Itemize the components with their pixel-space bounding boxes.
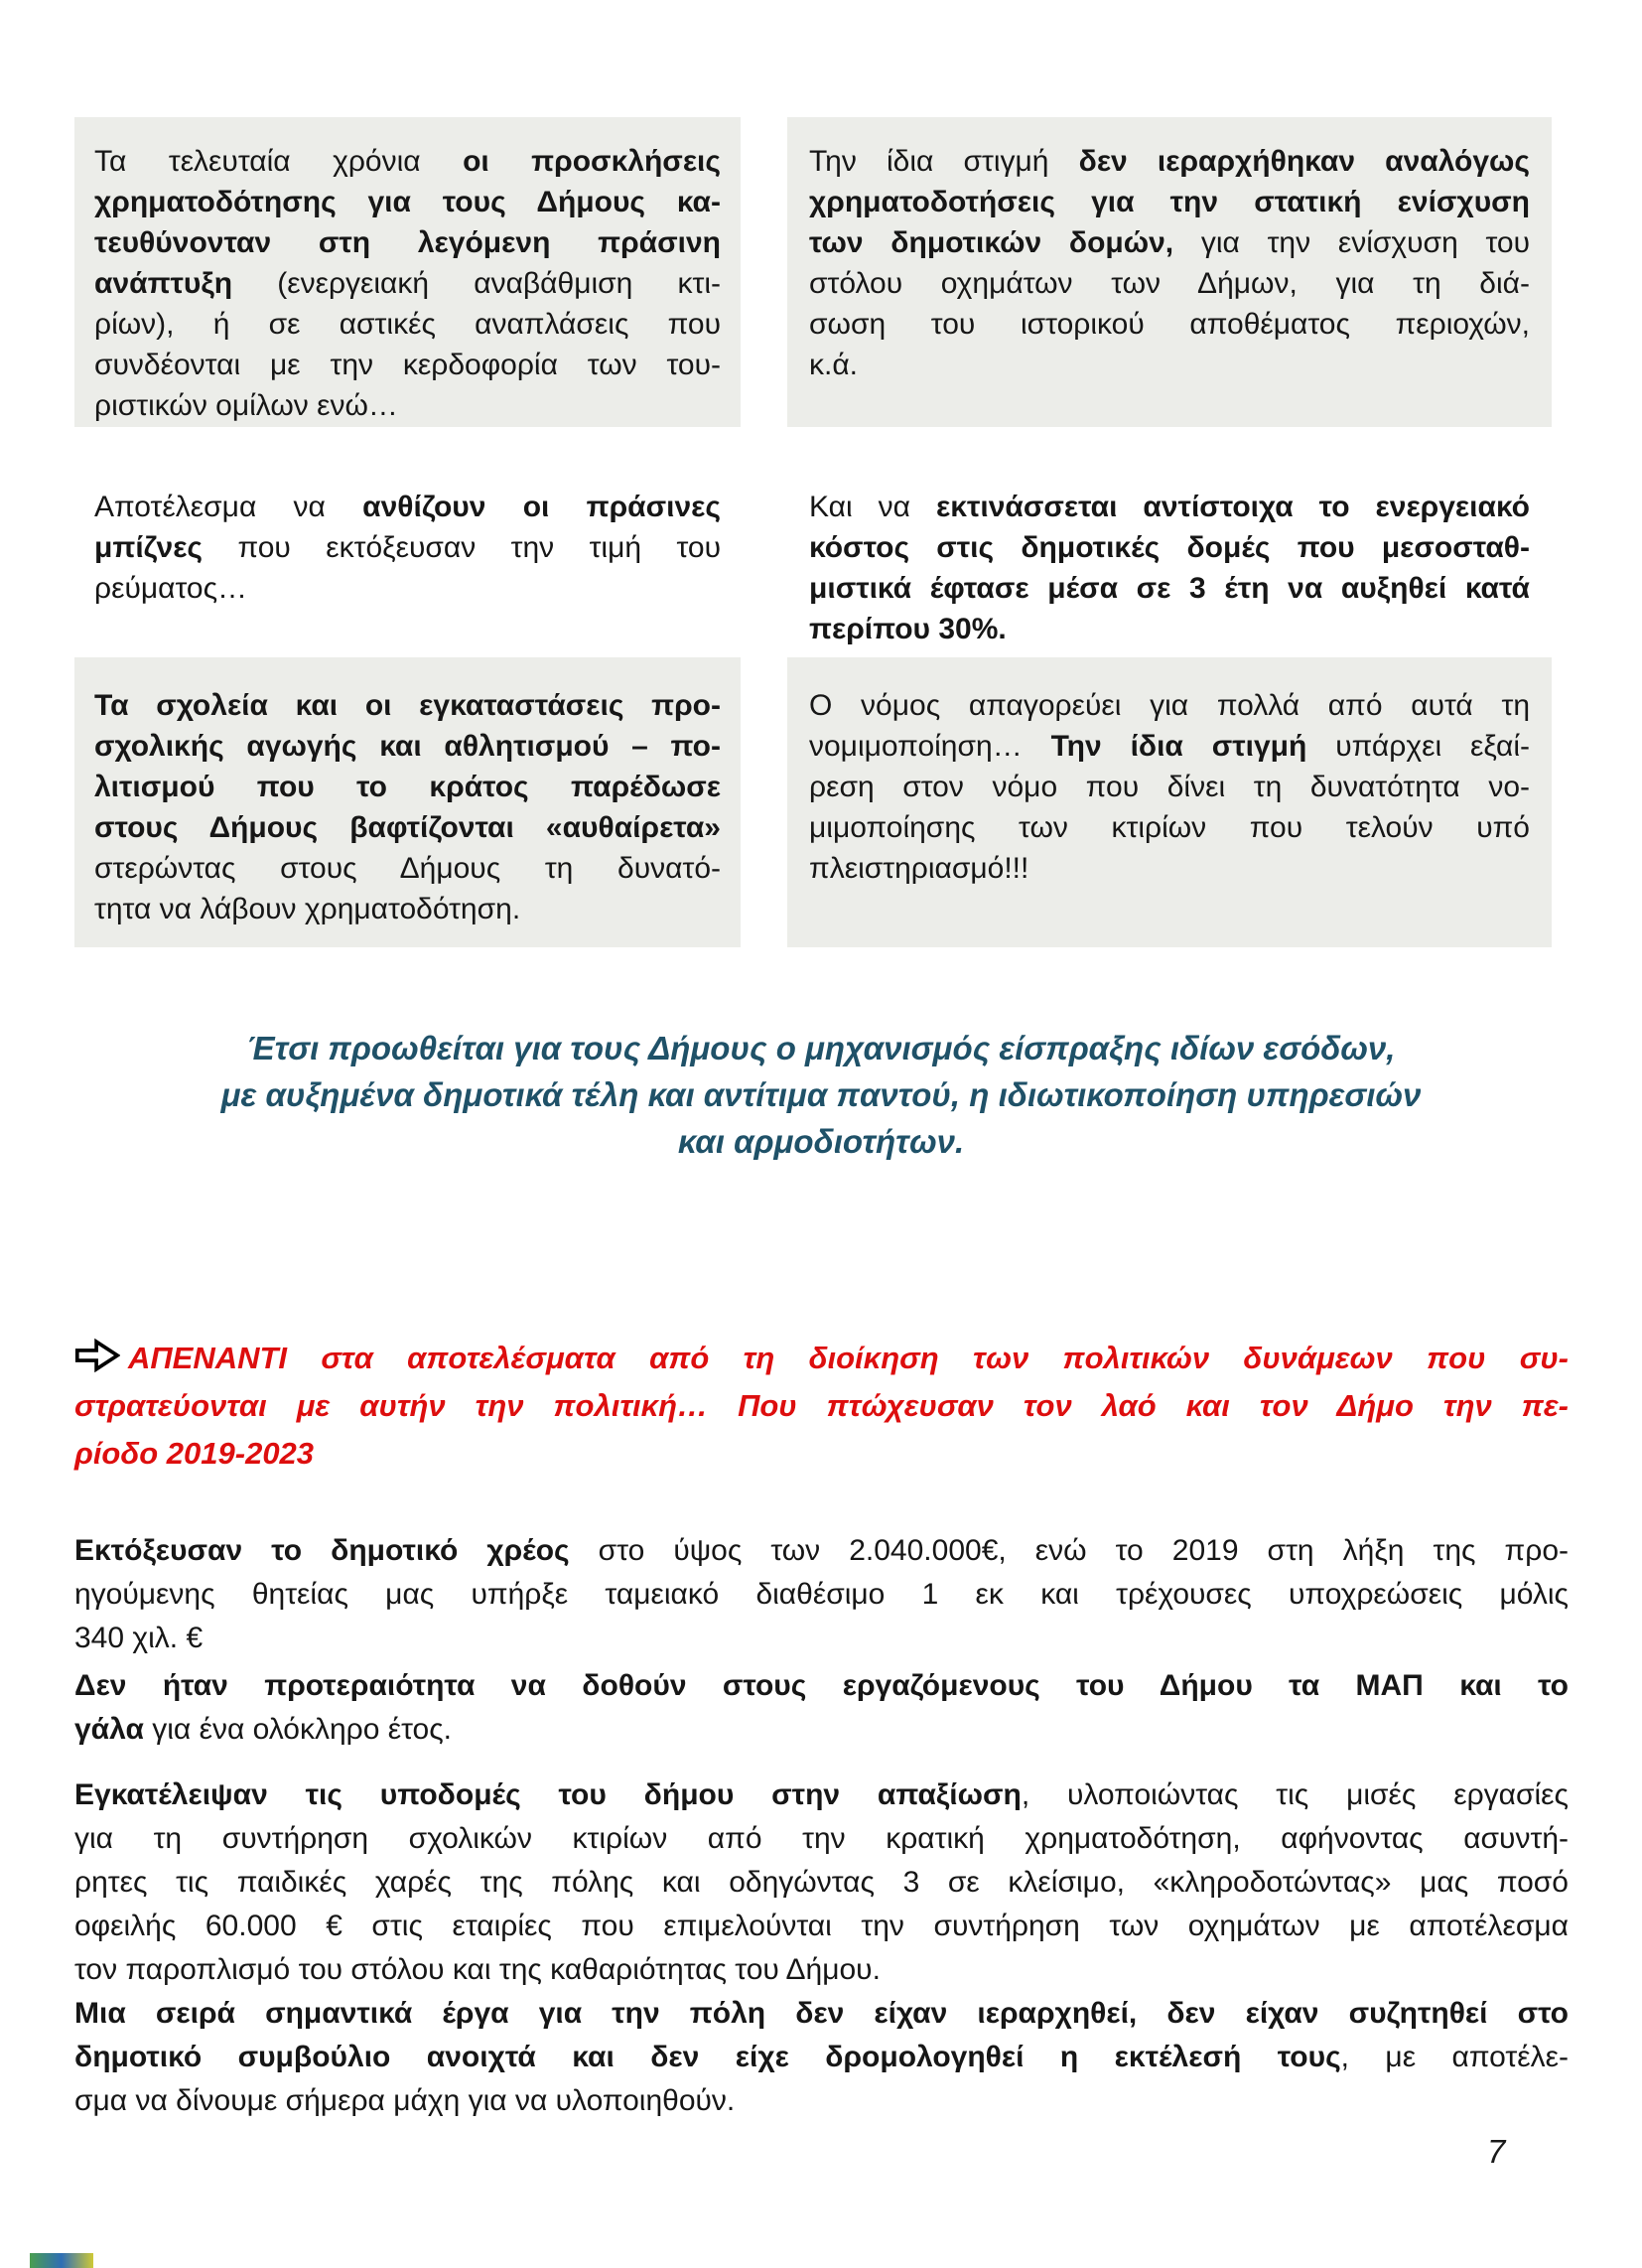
text-line (74, 1773, 1569, 1817)
blue-statement (69, 1025, 1573, 1165)
text-line (809, 609, 1530, 649)
text-line (74, 1708, 1569, 1752)
text-segment: (ενεργειακή αναβάθμιση κτι- (232, 267, 721, 300)
text-segment: μπίζνες (94, 531, 204, 564)
text-segment: οφειλής 60.000 € στις εταιρίες που επιμελούνται την συντήρηση των οχημάτων με αποτέλεσμα (74, 1910, 1569, 1942)
text-segment: εκτινάσσεται αντίστοιχα το ενεργειακό (936, 491, 1530, 523)
callout-energy-cost (787, 463, 1552, 649)
blue-statement-line: και αρμοδιοτήτων. (677, 1123, 965, 1160)
paragraph-workers-milk (74, 1664, 1569, 1752)
text-segment: υπάρχει εξαί- (1306, 730, 1531, 763)
text-segment: Εγκατέλειψαν τις υποδομές του δήμου στην απαξίωση (74, 1778, 1022, 1811)
text-line (809, 767, 1530, 807)
red-heading-line (74, 1335, 1569, 1382)
callout-unranked-funding (787, 117, 1552, 427)
text-line (94, 527, 721, 568)
text-segment: 340 χιλ. € (74, 1622, 204, 1654)
text-line (74, 1905, 1569, 1948)
text-segment: συνδέονται με την κερδοφορία των του- (94, 349, 721, 381)
text-segment: για την ενίσχυση του (1173, 226, 1530, 259)
text-segment: τευθύνονταν στη λεγόμενη πράσινη (94, 226, 721, 259)
text-segment: των δημοτικών δομών, (809, 226, 1174, 259)
text-segment: , με αποτέλε- (1340, 2041, 1569, 2073)
text-line (94, 385, 721, 426)
text-line (809, 345, 1530, 385)
text-line (94, 889, 721, 929)
text-segment: στερώντας στους Δήμους τη δυνατό- (94, 852, 721, 885)
text-line (809, 685, 1530, 726)
text-line (74, 2036, 1569, 2079)
text-segment: ανθίζουν οι πράσινες (362, 491, 721, 523)
text-line (94, 568, 721, 609)
text-segment: σχολικής αγωγής και αθλητισμού – πο- (94, 730, 721, 763)
text-line (94, 345, 721, 385)
text-segment: στο ύψος των 2.040.000€, ενώ το 2019 στη λήξη της προ- (569, 1534, 1569, 1567)
text-line (809, 182, 1530, 222)
text-segment: περίπου 30%. (809, 613, 1007, 645)
text-segment: ηγούμενης θητείας μας υπήρξε ταμειακό διαθέσιμο 1 εκ και τρέχουσες υποχρεώσεις μόλις (74, 1578, 1569, 1611)
text-line (94, 848, 721, 889)
text-segment: χρηματοδοτήσεις για την στατική ενίσχυση (809, 186, 1530, 218)
text-line (809, 807, 1530, 848)
callout-green-business (74, 463, 741, 609)
text-segment: ρεση στον νόμο που δίνει τη δυνατότητα νο- (809, 771, 1530, 803)
text-line (94, 767, 721, 807)
text-segment: δημοτικό συμβούλιο ανοιχτά και δεν είχε δρομολογηθεί η εκτέλεσή τους (74, 2041, 1341, 2073)
paragraph-unplanned-projects (74, 1992, 1569, 2123)
text-segment: τον παροπλισμό του στόλου και της καθαριότητας του Δήμου. (74, 1953, 881, 1986)
text-segment: μιμοποίησης των κτιρίων που τελούν υπό (809, 811, 1530, 844)
text-segment: κόστος στις δημοτικές δομές που μεσοσταθ- (809, 531, 1530, 564)
text-line (94, 807, 721, 848)
text-line (74, 1817, 1569, 1861)
text-line (74, 1529, 1569, 1573)
text-line (809, 487, 1530, 527)
text-segment: Την ίδια στιγμή (1050, 730, 1307, 763)
text-segment: λιτισμού που το κράτος παρέδωσε (94, 771, 721, 803)
text-segment: για ένα ολόκληρο έτος. (143, 1713, 453, 1746)
text-segment: Και να (809, 491, 936, 523)
text-segment: Τα σχολεία και οι εγκαταστάσεις προ- (94, 689, 721, 722)
text-line (809, 263, 1530, 304)
text-segment: Αποτέλεσμα να (94, 491, 363, 523)
text-line (809, 527, 1530, 568)
text-line (94, 263, 721, 304)
text-segment: , υλοποιώντας τις μισές εργασίες (1021, 1778, 1569, 1811)
text-segment: δεν ιεραρχήθηκαν αναλόγως (1078, 145, 1530, 178)
text-segment: Την ίδια στιγμή (809, 145, 1079, 178)
text-line (94, 487, 721, 527)
text-line (94, 222, 721, 263)
text-line (74, 1948, 1569, 1992)
text-segment: χρηματοδότησης για τους Δήμους κα- (94, 186, 721, 218)
paragraph-infrastructure-neglect (74, 1773, 1569, 1992)
text-segment: οι προσκλήσεις (463, 145, 721, 178)
text-segment: πλειστηριασμό!!! (809, 852, 1029, 885)
text-segment: σμα να δίνουμε σήμερα μάχη για να υλοποιηθούν. (74, 2084, 736, 2117)
text-line (94, 726, 721, 767)
red-heading (74, 1335, 1569, 1478)
text-segment: νομιμοποίηση… (809, 730, 1051, 763)
red-heading-text: ΑΠΕΝΑΝΤΙ στα αποτελέσματα από τη διοίκηση των πολιτικών δυνάμεων που συ- (128, 1341, 1569, 1375)
text-line (74, 1992, 1569, 2036)
text-line (94, 685, 721, 726)
text-segment: ρητες τις παιδικές χαρές της πόλης και οδηγώντας 3 σε κλείσιμο, «κληροδοτώντας» μας ποσό (74, 1866, 1569, 1899)
text-line (809, 726, 1530, 767)
page-number: 7 (1487, 2133, 1506, 2170)
text-segment: Τα τελευταία χρόνια (94, 145, 464, 178)
text-line (74, 1617, 1569, 1660)
text-segment: στόλου οχημάτων των Δήμων, για τη διά- (809, 267, 1530, 300)
callout-law-exception (787, 657, 1552, 947)
text-line (809, 141, 1530, 182)
text-line (809, 304, 1530, 345)
text-segment: Δεν ήταν προτεραιότητα να δοθούν στους εργαζόμενους του Δήμου τα ΜΑΠ και το (74, 1669, 1569, 1702)
text-line (74, 1861, 1569, 1905)
text-segment: Μια σειρά σημαντικά έργα για την πόλη δεν είχαν ιεραρχηθεί, δεν είχαν συζητηθεί στο (74, 1997, 1569, 2030)
red-heading-line: στρατεύονται με αυτήν την πολιτική… Που πτώχευσαν τον λαό και τον Δήμο την πε- (74, 1388, 1569, 1423)
text-segment: τητα να λάβουν χρηματοδότηση. (94, 893, 521, 925)
text-segment: ρεύματος… (94, 572, 248, 605)
text-line (809, 848, 1530, 889)
text-line (94, 182, 721, 222)
text-segment: γάλα (74, 1713, 144, 1746)
red-heading-line: ρίοδο 2019-2023 (74, 1436, 315, 1471)
text-segment: σωση του ιστορικού αποθέματος περιοχών, (809, 308, 1530, 341)
text-segment: στους Δήμους βαφτίζονται «αυθαίρετα» (94, 811, 721, 844)
text-segment: που εκτόξευσαν την τιμή του (203, 531, 721, 564)
text-segment: ρίων), ή σε αστικές αναπλάσεις που (94, 308, 721, 341)
text-segment: για τη συντήρηση σχολικών κτιρίων από την κρατική χρηματοδότηση, αφήνοντας ασυντή- (74, 1822, 1569, 1855)
text-line (94, 141, 721, 182)
blue-statement-line: Έτσι προωθείται για τους Δήμους ο μηχανισμός είσπραξης ιδίων εσόδων, (246, 1030, 1396, 1066)
callout-schools-arbitrary (74, 657, 741, 947)
text-line (809, 568, 1530, 609)
text-line (809, 222, 1530, 263)
text-line (74, 1664, 1569, 1708)
text-line (94, 304, 721, 345)
right-block-arrow-icon (74, 1336, 120, 1375)
text-segment: Εκτόξευσαν το δημοτικό χρέος (74, 1534, 570, 1567)
callout-green-growth (74, 117, 741, 427)
text-segment: ανάπτυξη (94, 267, 233, 300)
text-segment: ριστικών ομίλων ενώ… (94, 389, 398, 422)
blue-statement-line: με αυξημένα δημοτικά τέλη και αντίτιμα παντού, η ιδιωτικοποίηση υπηρεσιών (220, 1076, 1422, 1113)
text-segment: μιστικά έφτασε μέσα σε 3 έτη να αυξηθεί κατά (809, 572, 1530, 605)
text-line (74, 1573, 1569, 1617)
paragraph-municipal-debt (74, 1529, 1569, 1660)
page-corner-graphic (30, 2253, 93, 2268)
text-segment: κ.ά. (809, 349, 859, 381)
text-line (74, 2079, 1569, 2123)
text-segment: Ο νόμος απαγορεύει για πολλά από αυτά τη (809, 689, 1530, 722)
